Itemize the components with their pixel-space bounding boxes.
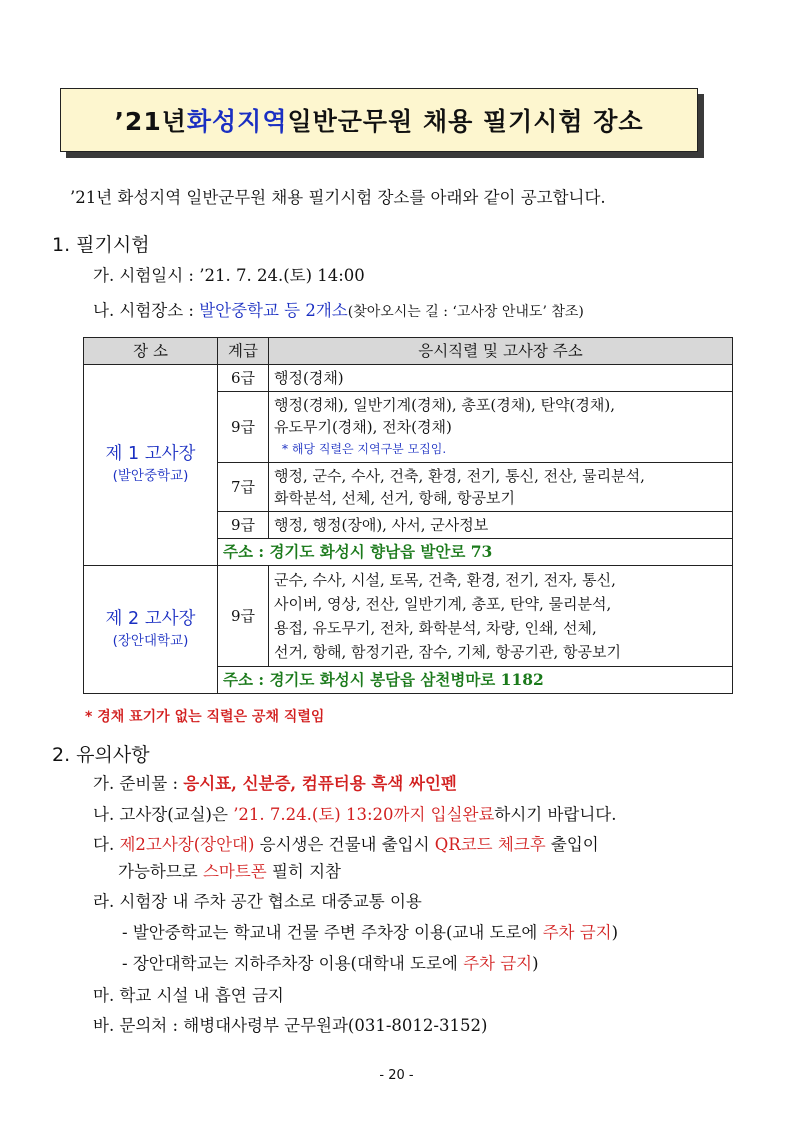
notice-ra1-post: ) bbox=[611, 923, 619, 942]
exam-place-value: 발안중학교 등 2개소 bbox=[199, 301, 348, 320]
notice-na-suffix: 하시기 바랍니다. bbox=[494, 805, 617, 824]
site1-address: 주소 : 경기도 화성시 향남읍 발안로 73 bbox=[218, 539, 733, 566]
notice-ra: 라. 시험장 내 주차 공간 협소로 대중교통 이용 bbox=[93, 892, 422, 911]
notice-na-label: 나. 고사장(교실)은 bbox=[93, 805, 234, 824]
jobs-line: 행정(경채) bbox=[274, 369, 344, 387]
notice-ba: 바. 문의처 : 해병대사령부 군무원과(031-8012-3152) bbox=[93, 1016, 488, 1035]
notice-ra2-red: 주차 금지 bbox=[463, 954, 533, 973]
jobs-cell bbox=[269, 463, 733, 512]
jobs-line: 군수, 수사, 시설, 토목, 건축, 환경, 전기, 전자, 통신, bbox=[274, 571, 616, 589]
page-number: - 20 - bbox=[379, 1068, 414, 1083]
site2-name: 제 2 고사장 bbox=[105, 608, 196, 629]
exam-place-note: (찾아오시는 길 : ‘고사장 안내도’ 참조) bbox=[347, 304, 584, 320]
notice-ra2-pre: - 장안대학교는 지하주차장 이용(대학내 도로에 bbox=[122, 954, 464, 973]
notice-ra2-post: ) bbox=[532, 954, 539, 973]
notice-ga bbox=[93, 772, 457, 796]
notice-da-label: 다. bbox=[93, 835, 120, 854]
jobs-line: 행정(경채), 일반기계(경채), 총포(경채), 탄약(경채), bbox=[274, 396, 616, 414]
site2-address: 주소 : 경기도 화성시 봉담읍 삼천병마로 1182 bbox=[218, 667, 733, 694]
exam-place-label: 나. 시험장소 : bbox=[93, 301, 200, 320]
jobs-line: 화학분석, 선체, 선거, 항해, 항공보기 bbox=[274, 489, 516, 507]
grade-cell: 6급 bbox=[218, 365, 269, 392]
intro-text: ’21년 화성지역 일반군무원 채용 필기시험 장소를 아래와 같이 공고합니다. bbox=[70, 188, 606, 207]
exam-place bbox=[93, 299, 584, 324]
notice-ga-label: 가. 준비물 : bbox=[93, 774, 184, 793]
site1-cell bbox=[84, 365, 218, 566]
section2-heading: 2. 유의사항 bbox=[52, 744, 150, 766]
notice-da-line2 bbox=[118, 860, 341, 884]
exam-site-table bbox=[83, 337, 733, 694]
notice-ga-value: 응시표, 신분증, 컴퓨터용 흑색 싸인펜 bbox=[183, 774, 457, 793]
title-highlight: 화성지역 bbox=[186, 107, 288, 136]
notice-ra1-pre: - 발안중학교는 학교내 건물 주변 주차장 이용(교내 도로에 bbox=[122, 923, 543, 942]
notice-da bbox=[93, 833, 599, 857]
notice-ma: 마. 학교 시설 내 흡연 금지 bbox=[93, 986, 284, 1005]
jobs-line: 용접, 유도무기, 전차, 화학분석, 차량, 인쇄, 선체, bbox=[274, 619, 597, 637]
grade-cell: 9급 bbox=[218, 566, 269, 667]
notice-da-line2-pre: 가능하므로 bbox=[118, 862, 203, 881]
jobs-line: 행정, 군수, 수사, 건축, 환경, 전기, 통신, 전산, 물리분석, bbox=[274, 467, 645, 485]
site2-cell bbox=[84, 566, 218, 694]
jobs-line: 행정, 행정(장애), 사서, 군사정보 bbox=[274, 516, 489, 534]
title-prefix: ’21년 bbox=[114, 107, 187, 136]
notice-da-end: 출입이 bbox=[545, 835, 599, 854]
exam-date bbox=[93, 264, 365, 288]
jobs-cell bbox=[269, 365, 733, 392]
exam-date-label: 가. 시험일시 : bbox=[93, 266, 200, 285]
table-row bbox=[84, 365, 733, 392]
grade-cell: 9급 bbox=[218, 512, 269, 539]
jobs-line: 선거, 항해, 함정기관, 잠수, 기체, 항공기관, 항공보기 bbox=[274, 643, 622, 661]
jobs-line: 유도무기(경채), 전차(경채) bbox=[274, 418, 452, 436]
table-header-row bbox=[84, 338, 733, 365]
site1-name: 제 1 고사장 bbox=[105, 444, 196, 464]
page-title bbox=[60, 88, 698, 152]
jobs-line: 사이버, 영상, 전산, 일반기계, 총포, 탄약, 물리분석, bbox=[274, 595, 612, 613]
notice-na bbox=[93, 803, 616, 827]
header-site: 장 소 bbox=[84, 338, 218, 365]
notice-ra1-red: 주차 금지 bbox=[542, 923, 612, 942]
notice-da-mid: 응시생은 건물내 출입시 bbox=[254, 835, 435, 854]
notice-da-site: 제2고사장(장안대) bbox=[119, 835, 255, 854]
jobs-cell bbox=[269, 512, 733, 539]
table-row bbox=[84, 566, 733, 667]
grade-cell: 9급 bbox=[218, 392, 269, 463]
notice-ra1 bbox=[122, 921, 618, 945]
grade-cell: 7급 bbox=[218, 463, 269, 512]
notice-da-qr: QR코드 체크후 bbox=[434, 835, 546, 854]
notice-da-phone: 스마트폰 bbox=[202, 862, 267, 881]
header-jobs: 응시직렬 및 고사장 주소 bbox=[269, 338, 733, 365]
section1-heading: 1. 필기시험 bbox=[52, 234, 150, 256]
title-suffix: 일반군무원 채용 필기시험 장소 bbox=[287, 107, 644, 136]
jobs-cell bbox=[269, 566, 733, 667]
exam-date-value: ’21. 7. 24.(토) 14:00 bbox=[199, 266, 365, 285]
jobs-cell bbox=[269, 392, 733, 463]
regional-note: * 해당 직렬은 지역구분 모집임. bbox=[282, 442, 447, 456]
notice-na-time: ’21. 7.24.(토) 13:20까지 입실완료 bbox=[233, 805, 495, 824]
footnote: * 경채 표기가 없는 직렬은 공채 직렬임 bbox=[85, 709, 325, 725]
title-banner bbox=[60, 88, 698, 152]
notice-ra2 bbox=[122, 952, 539, 976]
site2-sub: (장안대학교) bbox=[112, 632, 189, 649]
header-grade: 계급 bbox=[218, 338, 269, 365]
site1-sub: (발안중학교) bbox=[112, 468, 189, 484]
notice-da-line2-post: 필히 지참 bbox=[266, 862, 341, 881]
